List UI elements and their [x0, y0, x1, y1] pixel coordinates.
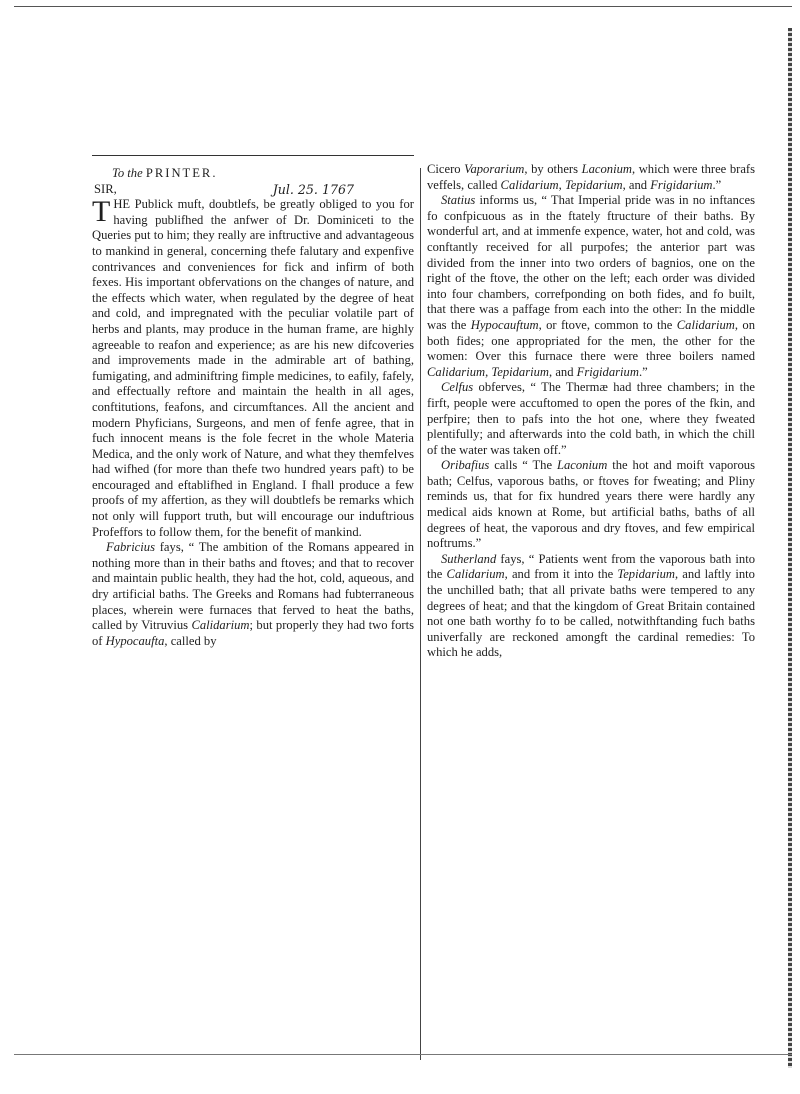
latin-term: Frigidarium	[576, 364, 639, 379]
paragraph-text: .”	[638, 364, 648, 379]
paragraph-text: .”	[712, 177, 722, 192]
paragraph-text: informs us, “ That Imperial pride was in no inftances fo confpicuous as in the ftately ftructure of their baths. By wonderful art, and at immenfe expence, water, hot and cold, was conftantly received for all purpofes; the anterior part was divided from the inner into two orders of bagnios, one on the right of the ftove, the other on the left; each order was divided into four chambers, correfponding on both fides, and fo built, that there was a paffage from each into the other: In the middle was the	[427, 193, 755, 332]
paragraph-intro-text: HE Publick muft, doubtlefs, be greatly obliged to you for having publifhed the anfwer of Dr. Dominiceti to the Queries put to him; they really are inftructive and advantageous to mankind in general, concerning thefe falutary and expenfive contrivances and conveniences for fick and infirm of both fexes. His important obfervations on the changes of nature, and the effects which water, when regulated by the degree of heat and cold, and impregnated with the peculiar volatile part of herbs and plants, may produce in the human frame, are highly agreeable to reafon and experience; as are his new difcoveries and improvements made in the admirable art of bathing, fumigating, and adminiftring fimple medicines, to eafily, fafely, and effectually reftore and maintain the health in all ages, conftitutions, feafons, and circumftances. All the ancient and modern Phyficians, Surgeons, and men of fenfe agree, that in fuch innocent means is the fole fecret in the whole Materia Medica, and the only work of Nature, and what they themfelves had wifhed (for more than thefe two hundred years paft) to be encouraged and eftablifhed in England. I fhall produce a few proofs of my affertion, as they will doubtlefs be remarks which not only will fupport truth, but will encourage our induftrious Profeffors to follow them, for the benefit of mankind.	[92, 197, 414, 539]
paragraph-text: , and	[622, 177, 651, 192]
handwritten-date: Jul. 25. 1767	[272, 181, 354, 197]
paragraph-intro	[92, 197, 414, 540]
paragraph-text: obferves, “ The Thermæ had three chambers; in the firft, people were accuftomed to open the pores of the fkin, and perfpire; then to pafs into the hot one, where they fweated plentifully; and afterwards into the cold bath, in which the chill of the water was taken off.”	[427, 380, 755, 457]
heading-rule	[92, 155, 414, 156]
paragraph-oribasius	[427, 458, 755, 552]
left-column	[92, 166, 414, 649]
latin-term: Laconium	[556, 458, 608, 473]
latin-term: Calidarium	[191, 618, 250, 633]
paragraph-text: , called by	[164, 633, 217, 648]
letter-heading	[92, 166, 414, 182]
author-name: Sutherland	[441, 551, 497, 566]
paragraph-text: , and laftly into the unchilled bath; that all private baths were tempered to any degrees of heat; and that the kingdom of Great Britain contained not one bath worthy fo to be called, notwithftanding fuch baths univerfally are reckoned amongft the cardinal remedies: To which he adds,	[427, 567, 755, 660]
paragraph-text: ; but properly they had two forts of	[92, 618, 414, 648]
paragraph-text: , and	[549, 364, 577, 379]
bottom-rule	[14, 1054, 792, 1055]
author-name: Oribafius	[441, 458, 490, 473]
paragraph-text: , by others	[524, 162, 582, 176]
right-column	[427, 162, 755, 661]
heading-title: PRINTER.	[145, 166, 218, 180]
latin-term: Calidarium	[446, 567, 505, 582]
paragraph-text: fays, “ The ambition of the Romans appeared in nothing more than in their baths and ftoves; and that to recover and maintain public health, they had the hot, cold, aqueous, and dry artificial baths. The Greeks and Romans had fubterraneous places, wherein were furnaces that ferved to heat the baths, called by Vitruvius	[92, 540, 414, 633]
author-name: Statius	[441, 193, 476, 208]
latin-term: Hypocaufta	[105, 633, 165, 648]
paragraph-text: Cicero	[427, 162, 465, 176]
paragraph-celsus	[427, 380, 755, 458]
paragraph-text: , which were three brafs veffels, called	[427, 162, 756, 192]
salutation-line	[92, 182, 414, 198]
latin-term: Frigidarium	[650, 177, 713, 192]
latin-term: Hypocauftum	[470, 317, 539, 332]
heading-prefix: To the	[112, 166, 143, 180]
paragraph-text: ,	[485, 364, 492, 379]
binding-edge	[788, 28, 792, 1068]
latin-term: Vaporarium	[464, 162, 525, 176]
paragraph-statius	[427, 193, 755, 380]
drop-cap: T	[92, 195, 111, 229]
paragraph-text: fays, “ Patients went from the vaporous bath into the	[427, 551, 755, 582]
latin-term: Tepidarium	[491, 364, 550, 379]
author-name: Fabricius	[106, 540, 155, 555]
paragraph-text: calls “ The	[489, 458, 557, 473]
paragraph-text: ,	[558, 177, 565, 192]
top-rule	[14, 6, 792, 7]
author-name: Celfus	[441, 380, 474, 395]
latin-term: Calidarium	[427, 364, 486, 379]
latin-term: Tepidarium	[617, 567, 675, 582]
latin-term: Tepidarium	[564, 177, 623, 192]
paragraph-cicero	[427, 162, 755, 193]
salutation: SIR,	[94, 181, 117, 196]
paragraph-text: , and from it into the	[504, 567, 618, 582]
latin-term: Calidarium	[500, 177, 559, 192]
paragraph-text: the hot and moift vaporous bath; Celfus, vaporous baths, or ftoves for fweating; and Pliny reminds us, that for fix hundred years there were hardly any medical aids known at Rome, but artificial baths, baths of all degrees of heat, the vaporous and dry ftoves, and few empirical noftrums.”	[427, 458, 755, 551]
paragraph-sutherland	[427, 552, 755, 661]
column-divider	[420, 168, 421, 1060]
latin-term: Laconium	[581, 162, 632, 176]
paragraph-text: , or ftove, common to the	[538, 317, 677, 332]
paragraph-text: , on both fides; one appropriated for the men, the other for the women: Over this furnace there were three boilers named	[427, 317, 755, 364]
latin-term: Calidarium	[676, 317, 735, 332]
paragraph-fabricius	[92, 540, 414, 649]
